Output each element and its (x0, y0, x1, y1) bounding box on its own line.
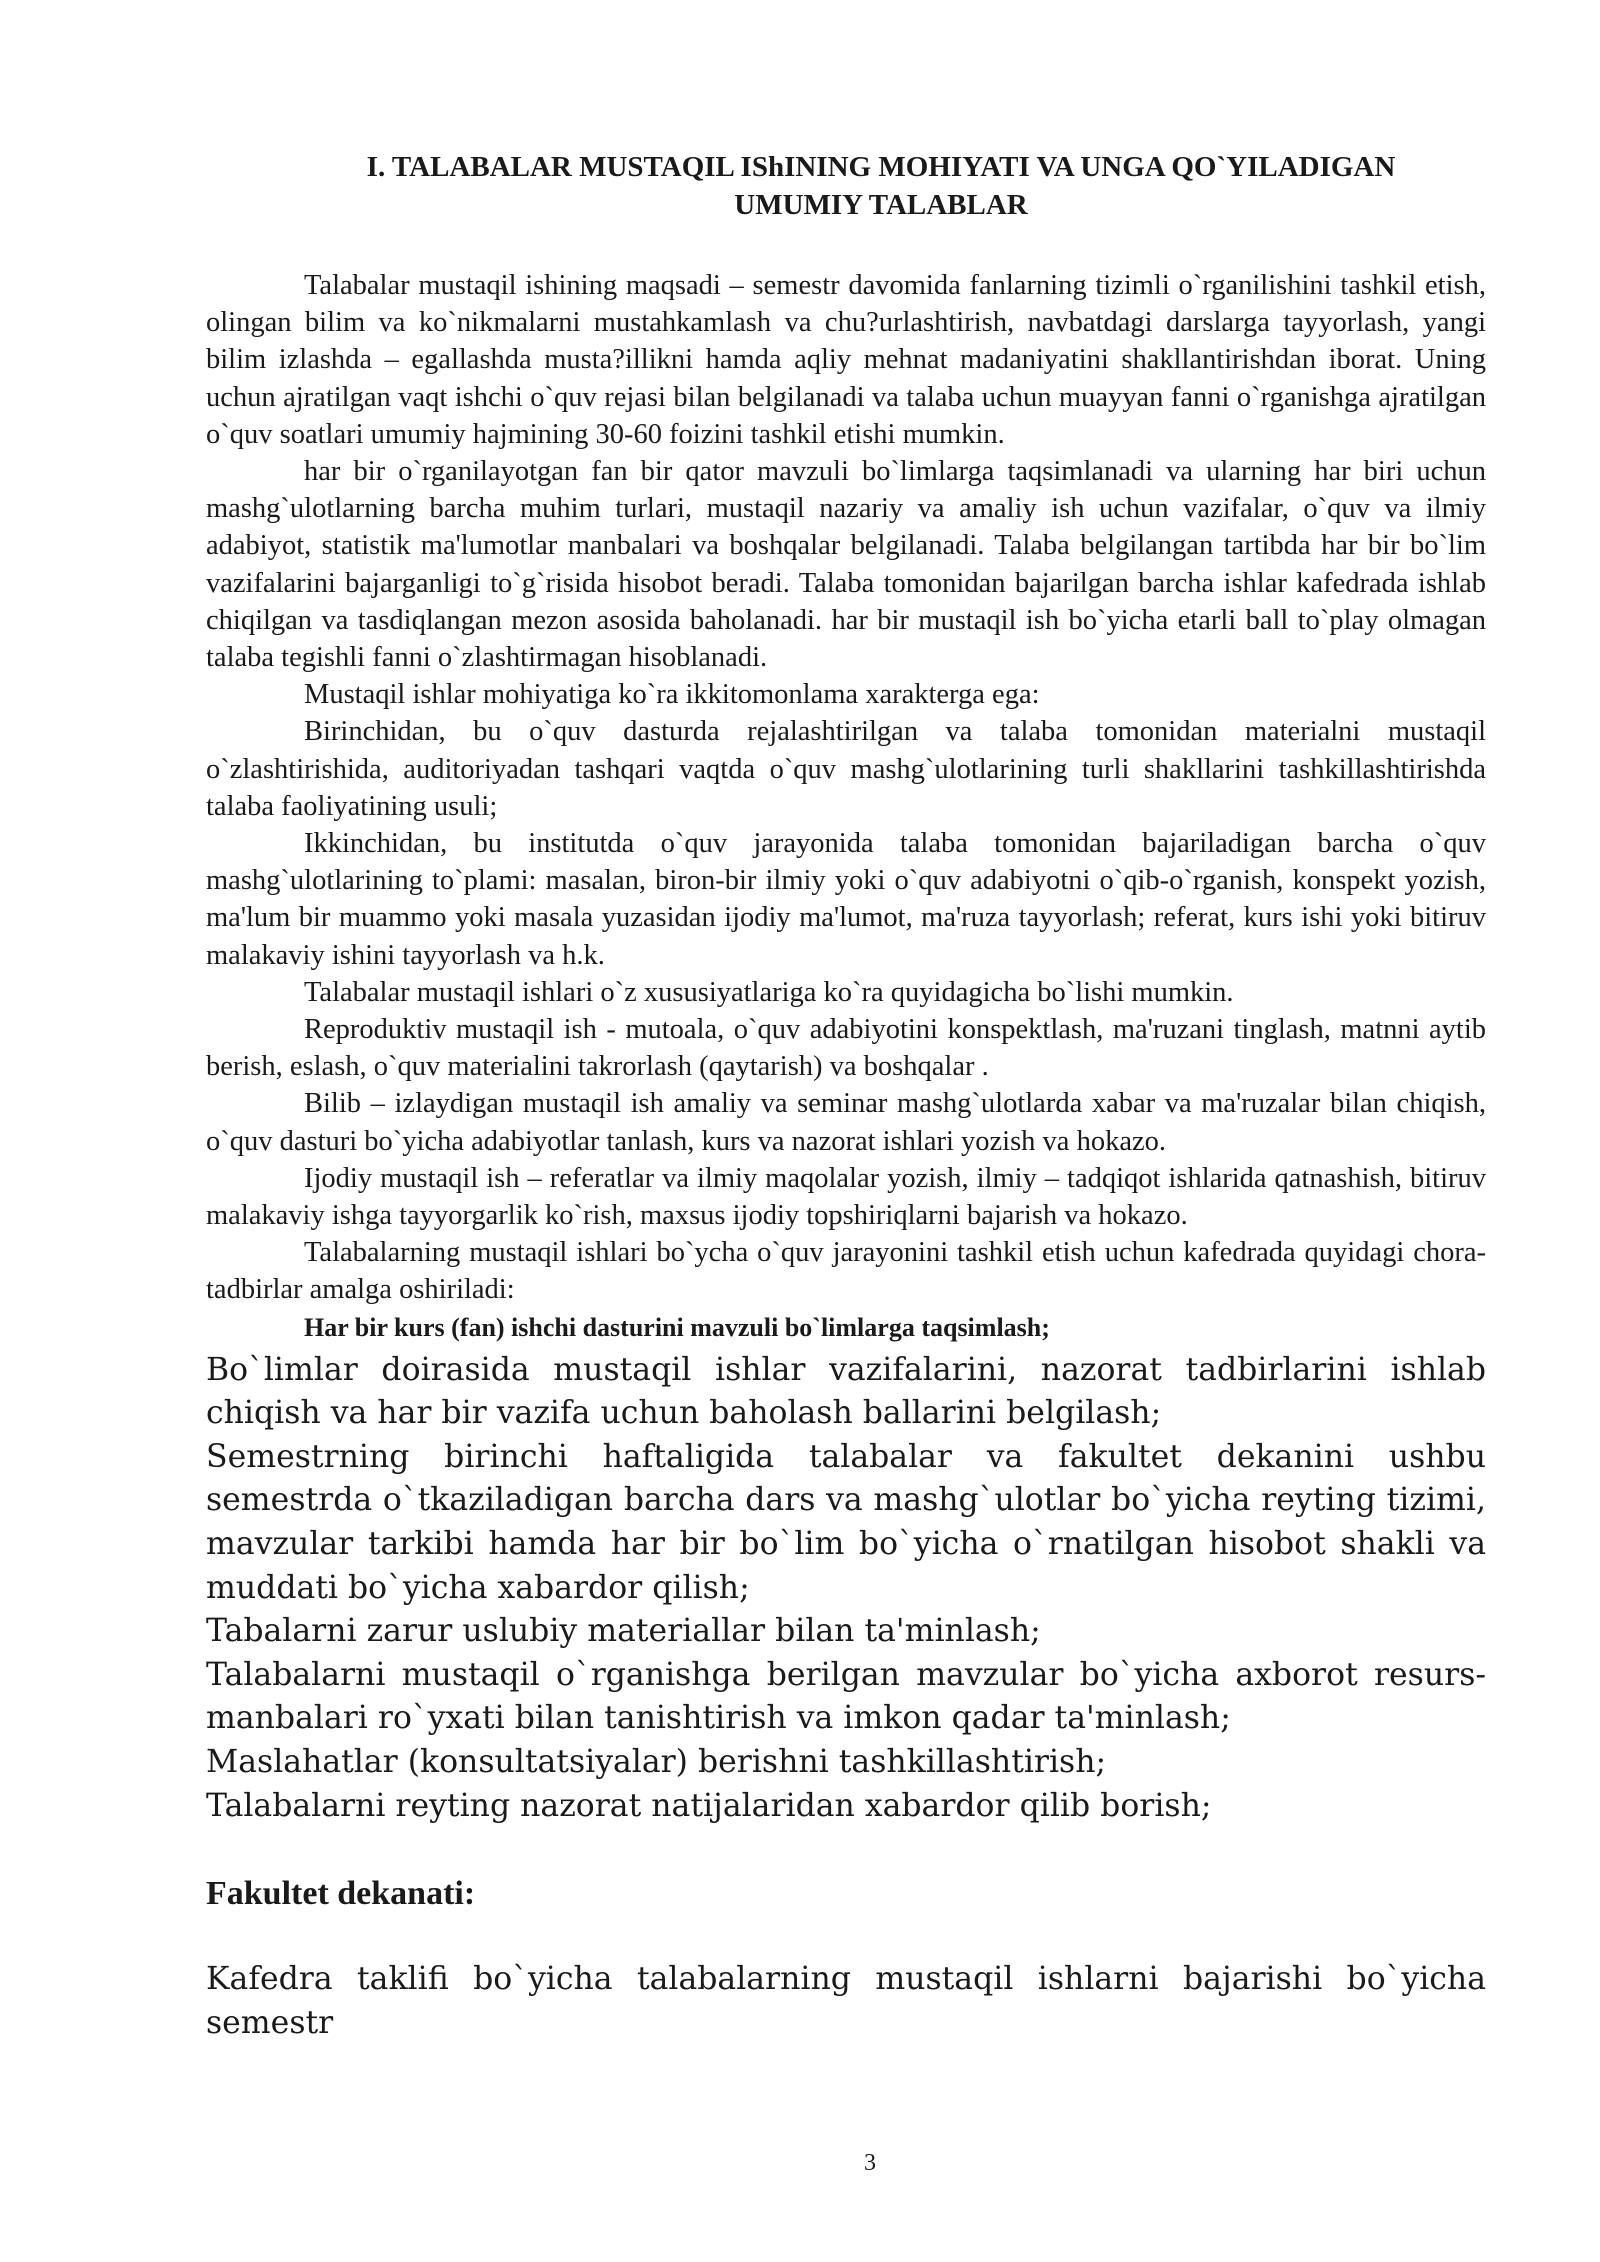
paragraph-creative: Ijodiy mustaqil ish – referatlar va ilmiy maqolalar yozish, ilmiy – tadqiqot ishlarida qatnashish, bitiruv malakaviy ishga tayyorgarlik ko`rish, maxsus ijodiy topshiriqlarni bajarish va hokazo. (206, 1162, 1486, 1232)
paragraph-purpose: Talabalar mustaqil ishining maqsadi – semestr davomida fanlarning tizimli o`rganilishini tashkil etish, olingan bilim va ko`nikmalarni mustahkamlash va chu?urlashtirish, navbatdagi darslarga tayyorlash, yangi bilim izlashda – egallashda musta?illikni hamda aqliy mehnat madaniyatini shakllantirishdan iborat. Uning uchun ajratilgan vaqt ishchi o`quv rejasi bilan belgilanadi va talaba uchun muayyan fanni o`rganishga ajratilgan o`quv soatlari umumiy hajmining 30-60 foizini tashkil etishi mumkin. (206, 270, 1486, 450)
list-item: Tabalarni zarur uslubiy materiallar bilan ta'minlash; (206, 1613, 1041, 1650)
paragraph-topics: har bir o`rganilayotgan fan bir qator mavzuli bo`limlarga taqsimlanadi va ularning har biri uchun mashg`ulotlarning barcha muhim turlari, mustaqil nazariy va amaliy ish uchun vazifalar, o`quv va ilmiy adabiyot, statistik ma'lumotlar manbalari va boshqalar belgilanadi. Talaba belgilangan tartibda har bir bo`lim vazifalarini bajarganligi to`g`risida hisobot beradi. Talaba tomonidan bajarilgan barcha ishlar kafedrada ishlab chiqilgan va tasdiqlangan mezon asosida baholanadi. har bir mustaqil ish bo`yicha etarli ball to`play olmagan talaba tegishli fanni o`zlashtirmagan hisoblanadi. (206, 456, 1486, 674)
measures-list (206, 1349, 1486, 2046)
title-line-2: UMUMIY TALABLAR (734, 189, 1028, 221)
body-text (206, 267, 1486, 1309)
list-item: Maslahatlar (konsultatsiyalar) berishni tashkillashtirish; (206, 1744, 1107, 1781)
page-number: 3 (864, 2150, 876, 2176)
paragraph-search: Bilib – izlaydigan mustaqil ish amaliy va seminar mashg`ulotlarda xabar va ma'ruzalar bilan chiqish, o`quv dasturi bo`yicha adabiyotlar tanlash, kurs va nazorat ishlari yozish va hokazo. (206, 1088, 1486, 1157)
title-line-1: I. TALABALAR MUSTAQIL IShINING MOHIYATI VA UNGA QO`YILADIGAN (366, 151, 1396, 183)
section-heading: Fakultet dekanati: (206, 1875, 476, 1913)
list-item: Talabalarni mustaqil o`rganishga berilgan mavzular bo`yicha axborot resurs-manbalari ro`yxati bilan tanishtirish va imkon qadar ta'minlash; (206, 1656, 1486, 1737)
list-item: Bo`limlar doirasida mustaqil ishlar vazifalarini, nazorat tadbirlarini ishlab chiqish va har bir vazifa uchun baholash ballarini belgilash; (206, 1351, 1486, 1432)
list-item: Talabalarni reyting nazorat natijalaridan xabardor qilib borish; (206, 1787, 1212, 1824)
paragraph-secondly: Ikkinchidan, bu institutda o`quv jarayonida talaba tomonidan bajariladigan barcha o`quv mashg`ulotlarining to`plami: masalan, biron-bir ilmiy yoki o`quv adabiyotni o`qib-o`rganish, konspekt yozish, ma'lum bir muammo yoki masala yuzasidan ijodiy ma'lumot, ma'ruza tayyorlash; referat, kurs ishi yoki bitiruv malakaviy ishini tayyorlash va h.k. (206, 828, 1486, 971)
bold-list-item: Har bir kurs (fan) ishchi dasturini mavzuli bo`limlarga taqsimlash; (304, 1312, 1050, 1342)
paragraph-firstly: Birinchidan, bu o`quv dasturda rejalashtirilgan va talaba tomonidan materialni mustaqil o`zlashtirishida, auditoriyadan tashqari vaqtda o`quv mashg`ulotlarining turli shakllarini tashkillashtirishda talaba faoliyatining usuli; (206, 716, 1486, 822)
paragraph-types: Talabalar mustaqil ishlari o`z xususiyatlariga ko`ra quyidagicha bo`lishi mumkin. (304, 976, 1234, 1008)
paragraph-reproductive: Reproduktiv mustaqil ish - mutoala, o`quv adabiyotini konspektlash, ma'ruzani tinglash, matnni aytib berish, eslash, o`quv materialini takrorlash (qaytarish) va boshqalar . (206, 1014, 1486, 1083)
paragraph-dual-nature: Mustaqil ishlar mohiyatiga ko`ra ikkitomonlama xarakterga ega: (304, 679, 1040, 711)
page-title (206, 148, 1486, 224)
list-item: Semestrning birinchi haftaligida talabalar va fakultet dekanini ushbu semestrda o`tkaziladigan barcha dars va mashg`ulotlar bo`yicha reyting tizimi, mavzular tarkibi hamda har bir bo`lim bo`yicha o`rnatilgan hisobot shakli va muddati bo`yicha xabardor qilish; (206, 1438, 1486, 1606)
final-line: Kafedra taklifi bo`yicha talabalarning mustaqil ishlarni bajarishi bo`yicha semestr (206, 1961, 1486, 2041)
page-content (206, 148, 1486, 2045)
paragraph-measures: Talabalarning mustaqil ishlari bo`ycha o`quv jarayonini tashkil etish uchun kafedrada quyidagi chora-tadbirlar amalga oshiriladi: (206, 1237, 1486, 1306)
